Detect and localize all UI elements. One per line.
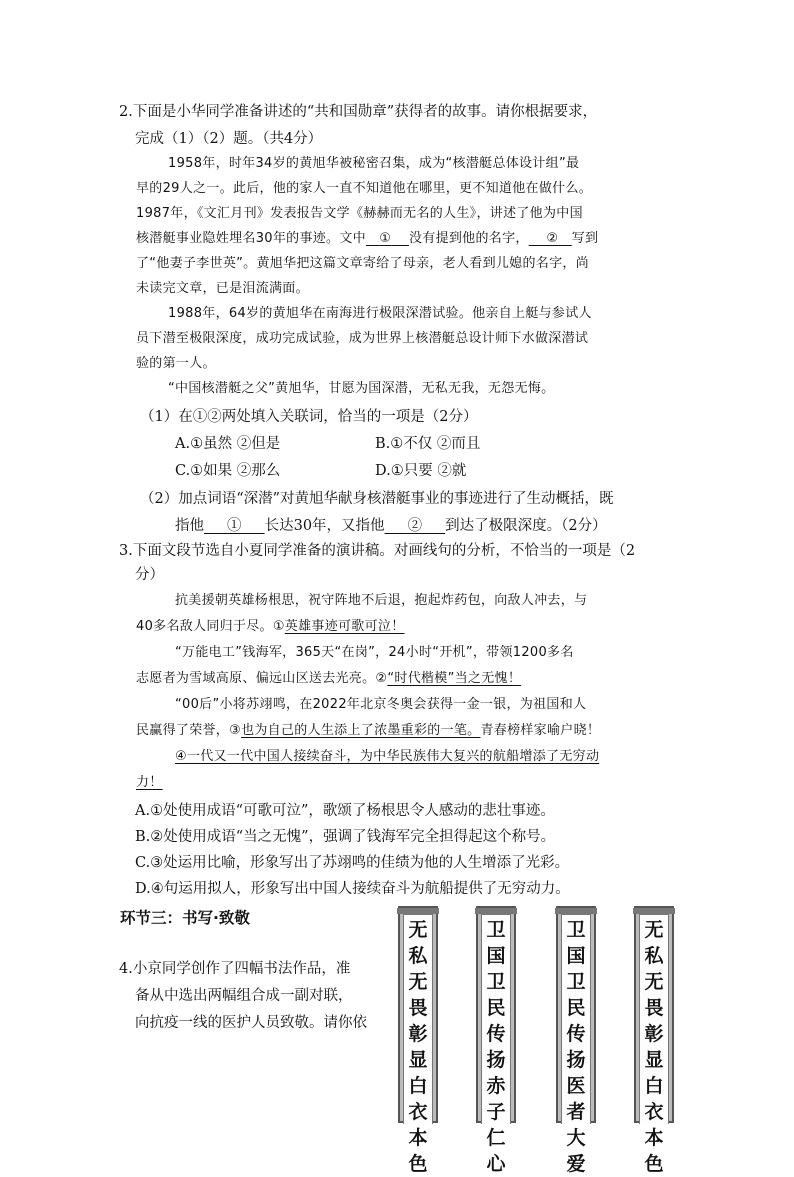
scroll-char: 大 (566, 1127, 586, 1149)
scroll-char: 畏 (644, 997, 664, 1019)
q2-text: 核潜艇事业隐姓埋名30年的事迹。文中 (136, 231, 366, 246)
q3-text: 40多名敌人同归于尽。① (136, 619, 285, 634)
scroll-char: 无 (644, 971, 664, 993)
q3-stem-line1: 3.下面文段节选自小夏同学准备的演讲稿。对画线句的分析，不恰当的一项是（2 (119, 543, 636, 559)
scroll-char: 爱 (566, 1153, 586, 1175)
q3-passage-line: 抗美援朝英雄杨根思，祝守阵地不后退，抱起炸药包，向敌人冲去，与 (175, 593, 588, 608)
scroll-char: 色 (408, 1153, 428, 1175)
scroll-char: 白 (408, 1075, 428, 1097)
q3-passage-line: “万能电工”钱海军，365天“在岗”，24小时“开机”，带领1200多名 (175, 645, 574, 660)
q2-passage-line: 1958年，时年34岁的黄旭华被秘密召集，成为“核潜艇总体设计组”最 (168, 156, 580, 171)
scroll-cap (633, 908, 675, 914)
scroll-char: 白 (644, 1075, 664, 1097)
scroll-char: 扬 (566, 1049, 586, 1071)
q3-passage-line (136, 720, 600, 742)
scroll-text (403, 914, 433, 1175)
q2-passage-line: 1987年，《文汇月刊》发表报告文学《赫赫而无名的人生》，讲述了他为中国 (136, 206, 583, 221)
q2-option-c: C.①如果 ②那么 (175, 463, 281, 479)
q2-sub2-blank-1 (204, 518, 265, 534)
section-title: 环节三：书写·致敬 (120, 909, 250, 927)
q2-text: 到达了极限深度。（2分） (445, 518, 607, 534)
scroll-char: 色 (644, 1153, 664, 1175)
scroll-char: 医 (566, 1075, 586, 1097)
q4-line: 4.小京同学创作了四幅书法作品，准 (119, 961, 351, 977)
q2-passage-line: 早的29人之一。此后，他的家人一直不知道他在哪里，更不知道他在做什么。 (136, 181, 593, 196)
q2-passage-line: 1988年，64岁的黄旭华在南海进行极限深潜试验。他亲自上艇与参试人 (168, 306, 592, 321)
scroll-char: 卫 (566, 919, 586, 941)
scroll-char: 衣 (644, 1101, 664, 1123)
q2-blank-1 (366, 231, 409, 246)
scroll-char: 民 (566, 997, 586, 1019)
q2-text: 写到 (571, 231, 599, 246)
scroll-char: 私 (408, 945, 428, 967)
scroll-char: 显 (408, 1049, 428, 1071)
q3-underlined-sentence-3: 也为自己的人生添上了浓墨重彩的一笔。 (241, 723, 481, 738)
q3-underlined-sentence-2: “时代楷模”当之无愧！ (387, 671, 522, 686)
blank-marker: ② (407, 518, 423, 534)
q3-passage-line (136, 616, 405, 638)
scroll-cap (397, 908, 439, 914)
q3-option-a: A.①处使用成语“可歌可泣”，歌颂了杨根思令人感动的悲壮事迹。 (135, 803, 555, 819)
scroll-char: 畏 (408, 997, 428, 1019)
q3-stem-line2: 分） (135, 567, 164, 583)
scroll-char: 民 (486, 997, 506, 1019)
scroll-char: 扬 (486, 1049, 506, 1071)
calligraphy-scroll-2 (476, 906, 516, 1175)
calligraphy-scroll-1 (398, 906, 438, 1175)
q2-option-a: A.①虽然 ②但是 (175, 436, 281, 452)
q2-sub2-blank-2 (385, 518, 446, 534)
scroll-char: 本 (408, 1127, 428, 1149)
q2-option-b: B.①不仅 ②而且 (375, 436, 481, 452)
blank-marker: ① (379, 231, 392, 246)
q2-passage-line: 验的第一人。 (136, 356, 216, 371)
q3-option-c: C.③处运用比喻，形象写出了苏翊鸣的佳绩为他的人生增添了光彩。 (135, 855, 570, 871)
scroll-char: 赤 (486, 1075, 506, 1097)
scroll-char: 显 (644, 1049, 664, 1071)
q3-option-b: B.②处使用成语“当之无愧”，强调了钱海军完全担得起这个称号。 (135, 829, 556, 845)
q3-text: 志愿者为雪域高原、偏远山区送去光亮。② (136, 671, 388, 686)
q3-underlined-sentence-4-cont: 力！ (136, 775, 163, 790)
scroll-char: 彰 (408, 1023, 428, 1045)
q3-underlined-sentence-4: ④一代又一代中国人接续奋斗，为中华民族伟大复兴的航船增添了无穷动 (175, 749, 600, 764)
q2-stem-line1: 2.下面是小华同学准备讲述的“共和国勋章”获得者的故事。请你根据要求， (119, 104, 598, 120)
scroll-char: 者 (566, 1101, 586, 1123)
q3-underlined-sentence-1: 英雄事迹可歌可泣！ (284, 619, 405, 634)
q2-sub2-line2 (175, 515, 607, 537)
blank-marker: ② (546, 231, 559, 246)
q3-passage-line (136, 668, 521, 690)
scroll-char: 本 (644, 1127, 664, 1149)
scroll-char: 衣 (408, 1101, 428, 1123)
scroll-char: 心 (486, 1153, 506, 1175)
q2-text: 指他 (175, 518, 204, 534)
q2-sub1: （1）在①②两处填入关联词，恰当的一项是（2分） (140, 409, 478, 425)
q2-passage-line: 员下潜至极限深度，成功完成试验，成为世界上核潜艇总设计师下水做深潜试 (136, 331, 589, 346)
calligraphy-scroll-3 (556, 906, 596, 1175)
scroll-char: 无 (644, 919, 664, 941)
q2-passage-line: 了“他妻子李世英”。黄旭华把这篇文章寄给了母亲，老人看到儿媳的名字，尚 (136, 256, 589, 271)
scroll-text (639, 914, 669, 1175)
scroll-char: 彰 (644, 1023, 664, 1045)
scroll-cap (475, 908, 517, 914)
scroll-char: 无 (408, 971, 428, 993)
blank-marker: ① (227, 518, 242, 534)
scroll-char: 卫 (566, 971, 586, 993)
q2-passage-line: “中国核潜艇之父”黄旭华，甘愿为国深潜，无私无我，无怨无悔。 (168, 381, 555, 396)
scroll-char: 仁 (486, 1127, 506, 1149)
scroll-char: 国 (486, 945, 506, 967)
q3-passage-line: “00后”小将苏翊鸣，在2022年北京冬奥会获得一金一银，为祖国和人 (175, 697, 587, 712)
scroll-cap (555, 908, 597, 914)
scroll-char: 子 (486, 1101, 506, 1123)
q2-blank-2 (529, 231, 572, 246)
q2-sub2: （2）加点词语“深潜”对黄旭华献身核潜艇事业的事迹进行了生动概括，既 (140, 491, 614, 507)
q3-text: 青春榜样家喻户晓！ (480, 723, 601, 738)
q3-text: 民赢得了荣誉，③ (136, 723, 242, 738)
scroll-char: 传 (566, 1023, 586, 1045)
q4-line: 备从中选出两幅组合成一副对联， (135, 988, 353, 1004)
scroll-char: 传 (486, 1023, 506, 1045)
scroll-char: 国 (566, 945, 586, 967)
q2-stem-line2: 完成（1）（2）题。（共4分） (135, 131, 323, 147)
q3-option-d: D.④句运用拟人，形象写出中国人接续奋斗为航船提供了无穷动力。 (135, 881, 570, 897)
q2-passage-line: 未读完文章，已是泪流满面。 (136, 281, 309, 296)
q4-line: 向抗疫一线的医护人员致敬。请你依 (135, 1015, 367, 1031)
scroll-text (561, 914, 591, 1175)
calligraphy-scroll-4 (634, 906, 674, 1175)
scroll-char: 卫 (486, 971, 506, 993)
q2-option-d: D.①只要 ②就 (375, 463, 467, 479)
scroll-char: 卫 (486, 919, 506, 941)
scroll-char: 私 (644, 945, 664, 967)
scroll-char: 无 (408, 919, 428, 941)
q2-text: 没有提到他的名字， (408, 231, 529, 246)
q2-text: 长达30年，又指他 (264, 518, 385, 534)
q2-passage-line-blanks (136, 228, 598, 250)
scroll-text (481, 914, 511, 1175)
